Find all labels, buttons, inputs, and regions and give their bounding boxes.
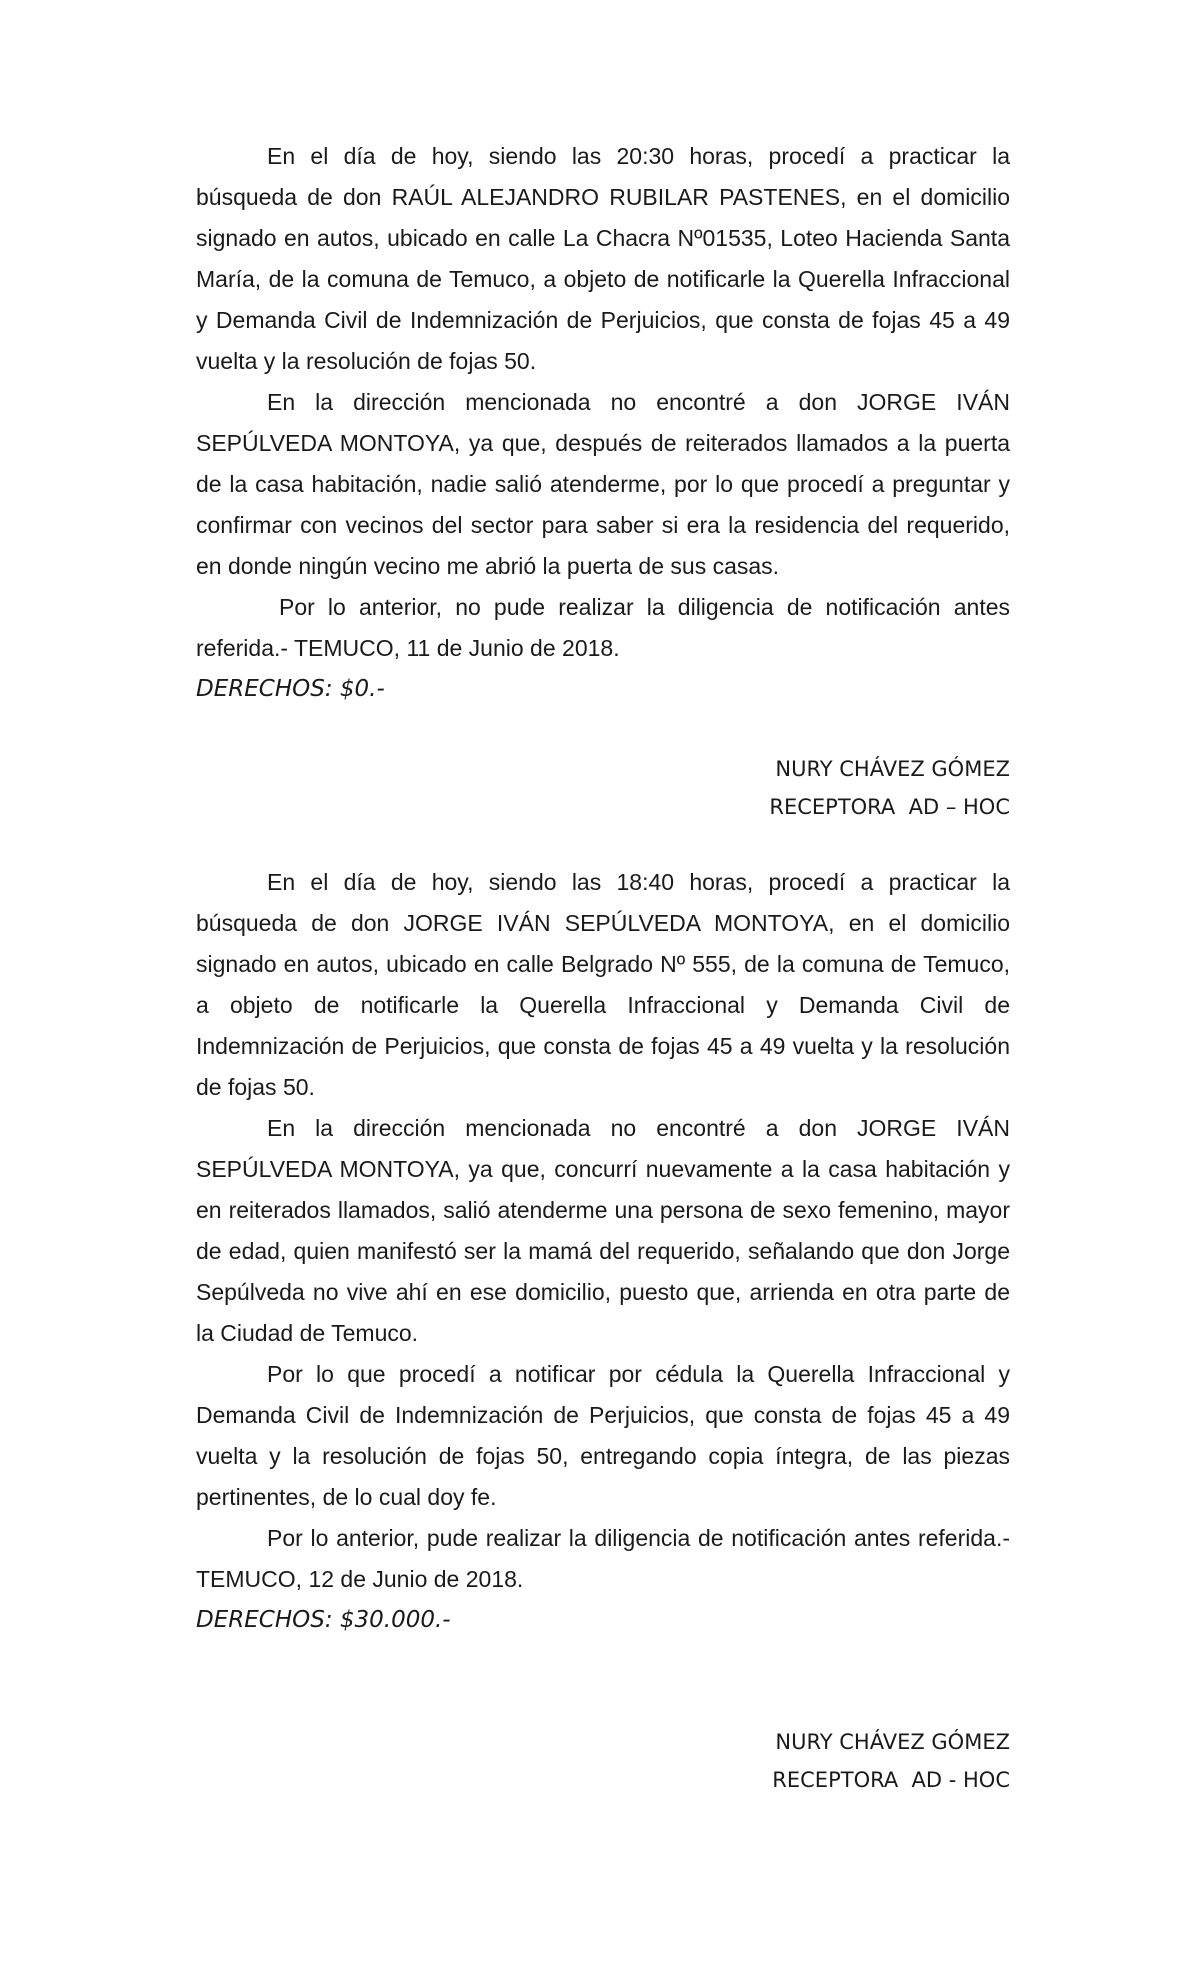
notification-record-1 [196, 136, 1010, 710]
signature-block-2 [772, 1723, 1010, 1799]
signature-name: NURY CHÁVEZ GÓMEZ [775, 1730, 1010, 1754]
paragraph-search-2: En el día de hoy, siendo las 18:40 horas, procedí a practicar la búsqueda de don JORGE IVÁN SEPÚLVEDA MONTOYA, en el domicilio signado en autos, ubicado en calle Belgrado Nº 555, de la comuna de Temuco, a objeto de notificarle la Querella Infraccional y Demanda Civil de Indemnización de Perjuicios, que consta de fojas 45 a 49 vuelta y la resolución de fojas 50. [196, 869, 1010, 1100]
fees-line-1: DERECHOS: $0.- [196, 676, 385, 702]
signature-title: RECEPTORA AD – HOC [769, 795, 1010, 819]
paragraph-search-1: En el día de hoy, siendo las 20:30 horas, procedí a practicar la búsqueda de don RAÚL ALEJANDRO RUBILAR PASTENES, en el domicilio signado en autos, ubicado en calle La Chacra Nº01535, Loteo Hacienda Santa María, de la comuna de Temuco, a objeto de notificarle la Querella Infraccional y Demanda Civil de Indemnización de Perjuicios, que consta de fojas 45 a 49 vuelta y la resolución de fojas 50. [196, 143, 1010, 374]
signature-title: RECEPTORA AD - HOC [772, 1768, 1010, 1792]
signature-block-1 [769, 750, 1010, 826]
fees-line-2: DERECHOS: $30.000.- [196, 1607, 451, 1633]
paragraph-not-found-2: En la dirección mencionada no encontré a don JORGE IVÁN SEPÚLVEDA MONTOYA, ya que, concurrí nuevamente a la casa habitación y en reiterados llamados, salió atenderme una persona de sexo femenino, mayor de edad, quien manifestó ser la mamá del requerido, señalando que don Jorge Sepúlveda no vive ahí en ese domicilio, puesto que, arrienda en otra parte de la Ciudad de Temuco. [196, 1115, 1010, 1346]
notification-record-2 [196, 862, 1010, 1641]
signature-name: NURY CHÁVEZ GÓMEZ [775, 757, 1010, 781]
paragraph-not-found-1: En la dirección mencionada no encontré a don JORGE IVÁN SEPÚLVEDA MONTOYA, ya que, después de reiterados llamados a la puerta de la casa habitación, nadie salió atenderme, por lo que procedí a preguntar y confirmar con vecinos del sector para saber si era la residencia del requerido, en donde ningún vecino me abrió la puerta de sus casas. [196, 389, 1010, 579]
paragraph-notification-2: Por lo que procedí a notificar por cédula la Querella Infraccional y Demanda Civil de Indemnización de Perjuicios, que consta de fojas 45 a 49 vuelta y la resolución de fojas 50, entregando copia íntegra, de las piezas pertinentes, de lo cual doy fe. [196, 1361, 1010, 1510]
paragraph-conclusion-1: Por lo anterior, no pude realizar la diligencia de notificación antes referida.- TEMUCO, 11 de Junio de 2018. [196, 594, 1010, 661]
paragraph-conclusion-2: Por lo anterior, pude realizar la diligencia de notificación antes referida.- TEMUCO, 12 de Junio de 2018. [196, 1525, 1010, 1592]
